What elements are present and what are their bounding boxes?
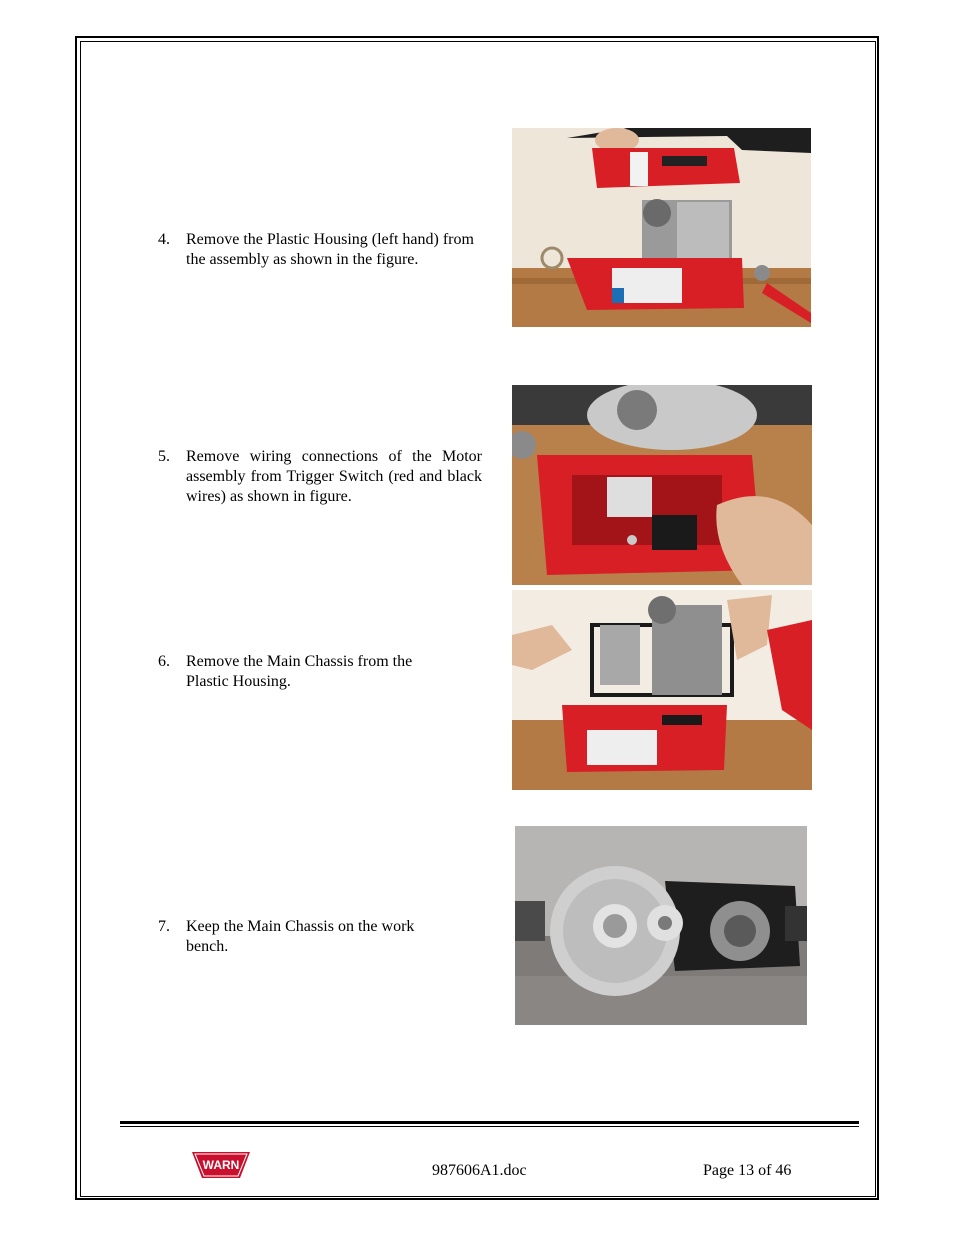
step-4 (158, 230, 482, 270)
step-7 (158, 917, 482, 957)
brand-logo-text: WARN (202, 1158, 240, 1172)
step-text: Keep the Main Chassis on the work bench. (186, 918, 415, 955)
step-number: 6. (158, 653, 170, 670)
page-number: Page 13 of 46 (703, 1162, 792, 1179)
step-text: Remove wiring connections of the Motor assembly from Trigger Switch (red and black wires) as shown in figure. (186, 448, 482, 505)
step-text: Remove the Main Chassis from the Plastic Housing. (186, 653, 413, 690)
footer-rule-thin (120, 1126, 859, 1127)
step-number: 7. (158, 918, 170, 935)
photo-housing-removal (512, 128, 811, 327)
photo-wiring-connections (512, 385, 812, 585)
footer-rule-thick (120, 1121, 859, 1124)
photo-main-chassis-bench (515, 826, 807, 1025)
step-number: 5. (158, 448, 170, 465)
step-5 (158, 447, 482, 507)
photo-main-chassis-removal (512, 590, 812, 790)
step-number: 4. (158, 231, 170, 248)
document-filename: 987606A1.doc (432, 1162, 527, 1179)
step-text: Remove the Plastic Housing (left hand) from the assembly as shown in the figure. (186, 231, 474, 268)
warn-logo (190, 1150, 252, 1180)
step-6 (158, 652, 482, 692)
